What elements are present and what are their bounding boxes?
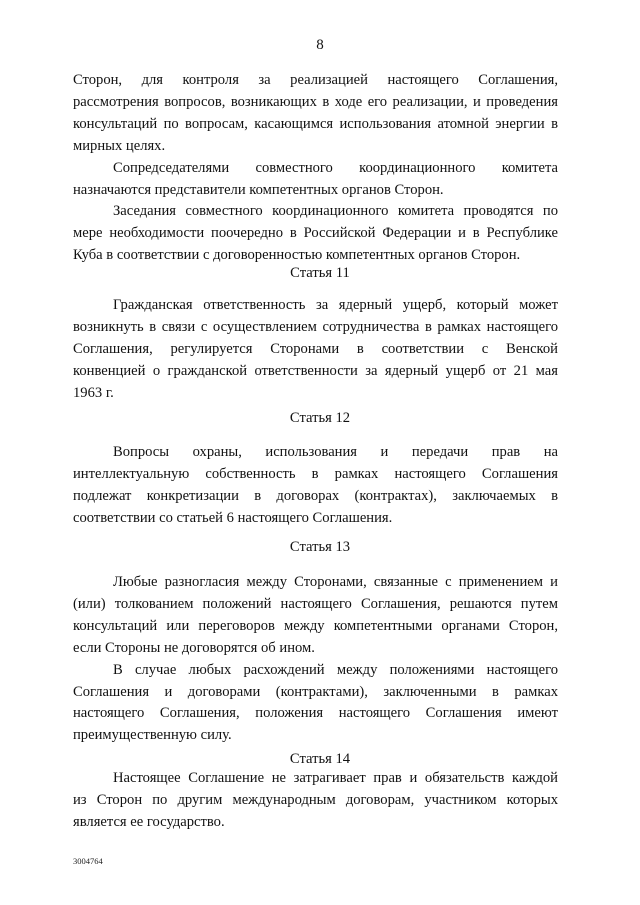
text-line: настоящего Соглашения, положения настоящего Соглашения имеют xyxy=(73,705,558,722)
text-line: рассмотрения вопросов, возникающих в ходе его реализации, и проведения xyxy=(73,93,558,110)
text-line: Вопросы охраны, использования и передачи прав на xyxy=(113,444,558,460)
text-line: (или) толкованием положений настоящего Соглашения, решаются путем xyxy=(73,595,558,612)
page-number: 8 xyxy=(316,37,324,53)
text-line: возникнуть в связи с осуществлением сотрудничества в рамках настоящего xyxy=(73,318,558,335)
text-line: является ее государство. xyxy=(73,813,225,830)
text-line: соответствии со статьей 6 настоящего Соглашения. xyxy=(73,509,393,526)
text-line: Сторон, для контроля за реализацией настоящего Соглашения, xyxy=(73,72,558,88)
text-line: назначаются представители компетентных органов Сторон. xyxy=(73,181,444,198)
text-line: если Стороны не договорятся об ином. xyxy=(73,639,315,656)
text-line: Соглашения и договорами (контрактами), заключенными в рамках xyxy=(73,683,558,700)
text-line: 1963 г. xyxy=(73,384,114,401)
document-code: 3004764 xyxy=(73,856,103,866)
article-12-heading: Статья 12 xyxy=(289,410,351,426)
text-line: Куба в соответствии с договоренностью компетентных органов Сторон. xyxy=(73,247,521,264)
text-line: консультаций по вопросам, касающимся использования атомной энергии в xyxy=(73,115,558,132)
text-line: Сопредседателями совместного координационного комитета xyxy=(113,159,558,176)
article-13-text xyxy=(73,572,558,747)
article-10-continuation xyxy=(73,70,558,267)
article-14-text xyxy=(73,768,558,834)
text-line: преимущественную силу. xyxy=(73,727,232,744)
text-line: из Сторон по другим международным договорам, участником которых xyxy=(73,791,558,808)
text-line: мере необходимости поочередно в Российской Федерации и в Республике xyxy=(73,225,558,242)
text-line: Любые разногласия между Сторонами, связанные с применением и xyxy=(113,574,558,590)
text-line: конвенцией о гражданской ответственности за ядерный ущерб от 21 мая xyxy=(73,362,558,379)
text-line: мирных целях. xyxy=(73,137,166,154)
article-11-heading: Статья 11 xyxy=(290,265,350,281)
text-line: Настоящее Соглашение не затрагивает прав и обязательств каждой xyxy=(113,770,558,786)
text-line: Заседания совместного координационного комитета проводятся по xyxy=(113,203,558,220)
article-13-heading: Статья 13 xyxy=(289,539,351,555)
text-line: консультаций или переговоров между компетентными органами Сторон, xyxy=(73,617,558,634)
article-11-text xyxy=(73,295,558,405)
text-line: подлежат конкретизации в договорах (контрактах), заключаемых в xyxy=(73,487,558,504)
article-12-text xyxy=(73,442,558,530)
article-14-heading: Статья 14 xyxy=(289,751,351,767)
text-line: В случае любых расхождений между положениями настоящего xyxy=(113,661,558,678)
text-line: Соглашения, регулируется Сторонами в соответствии с Венской xyxy=(73,340,558,357)
text-line: интеллектуальную собственность в рамках настоящего Соглашения xyxy=(73,465,558,482)
text-line: Гражданская ответственность за ядерный ущерб, который может xyxy=(113,297,558,313)
